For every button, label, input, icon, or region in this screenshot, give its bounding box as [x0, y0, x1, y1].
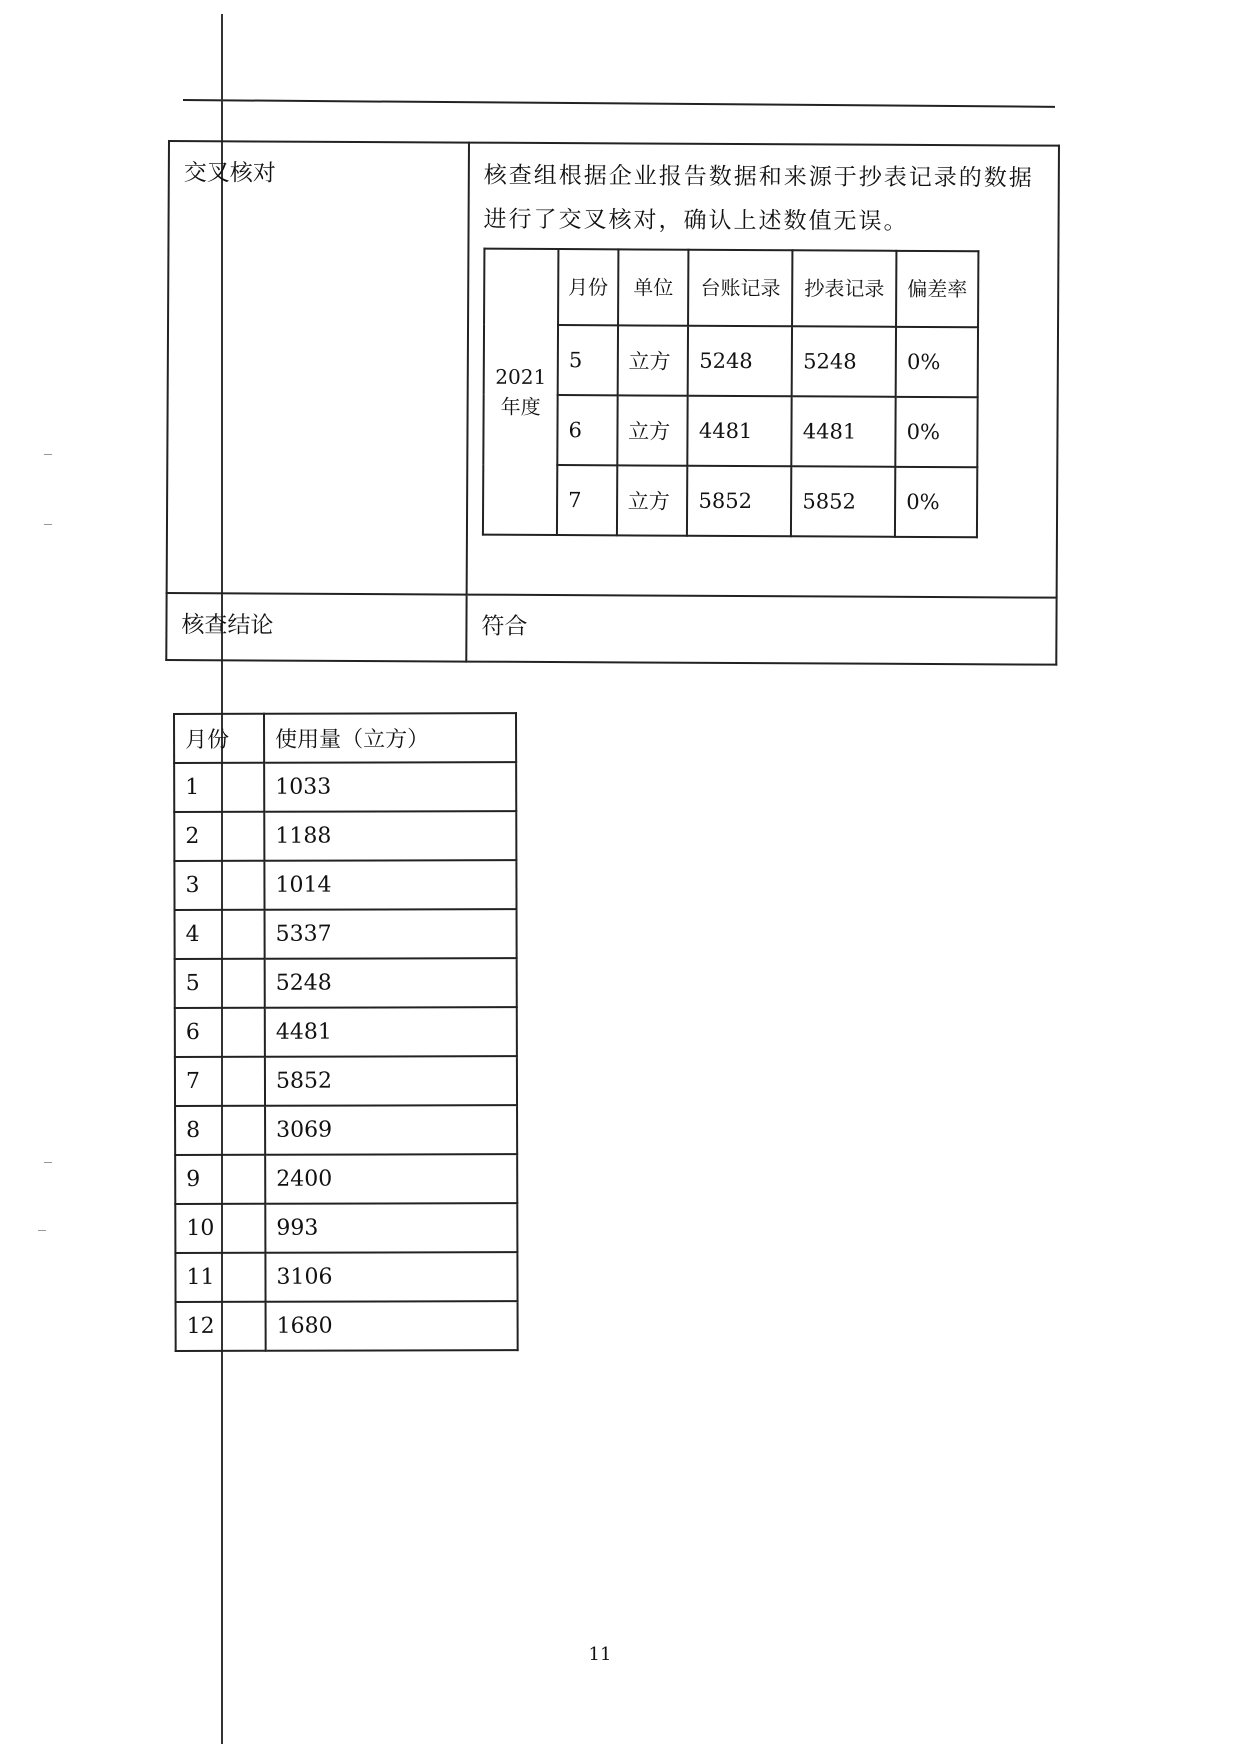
usage-month: 8	[175, 1106, 265, 1155]
table-row	[175, 909, 517, 959]
usage-month: 6	[175, 1008, 265, 1057]
cross-check-label: 交叉核对	[167, 141, 469, 595]
header-rule	[183, 99, 1055, 108]
row-unit: 立方	[617, 325, 688, 395]
row-month: 7	[557, 465, 617, 535]
usage-month: 12	[176, 1302, 266, 1351]
usage-month: 9	[175, 1155, 265, 1204]
usage-month: 10	[175, 1204, 265, 1253]
row-ledger: 5248	[688, 326, 792, 397]
usage-month: 7	[175, 1057, 265, 1106]
conclusion-value: 符合	[466, 595, 1056, 665]
row-month: 6	[557, 395, 617, 465]
year-cell: 2021年度	[483, 249, 558, 535]
cross-check-header-row	[484, 249, 978, 328]
cross-check-text: 核查组根据企业报告数据和来源于抄表记录的数据进行了交叉核对，确认上述数值无误。	[483, 162, 1034, 235]
usage-month: 1	[174, 763, 264, 812]
table-row	[483, 395, 977, 468]
usage-value: 5852	[265, 1056, 517, 1106]
usage-value: 5248	[265, 958, 517, 1008]
table-row	[175, 1252, 517, 1302]
row-meter: 4481	[792, 396, 896, 467]
row-unit: 立方	[617, 395, 688, 465]
usage-header-row	[174, 713, 516, 763]
table-row	[174, 860, 516, 910]
table-row	[484, 325, 978, 398]
header-meter: 抄表记录	[792, 250, 896, 327]
usage-month: 4	[175, 910, 265, 959]
table-row	[174, 811, 516, 861]
usage-month: 2	[174, 812, 264, 861]
margin-mark	[44, 454, 52, 455]
usage-month: 5	[175, 959, 265, 1008]
usage-month: 3	[174, 861, 264, 910]
row-ledger: 4481	[688, 396, 792, 467]
monthly-usage-table	[173, 712, 519, 1352]
row-deviation: 0%	[895, 397, 977, 467]
table-row	[174, 762, 516, 812]
usage-value: 1033	[264, 762, 516, 812]
margin-mark	[44, 1162, 52, 1163]
row-meter: 5852	[791, 466, 895, 537]
cross-check-table	[482, 248, 980, 539]
usage-value: 993	[265, 1203, 517, 1253]
usage-value: 2400	[265, 1154, 517, 1204]
header-month: 月份	[558, 249, 618, 325]
table-row	[175, 1007, 517, 1057]
conclusion-label: 核查结论	[166, 593, 466, 662]
usage-month: 11	[175, 1253, 265, 1302]
usage-header-volume: 使用量（立方）	[264, 713, 516, 763]
cross-check-content	[467, 143, 1059, 598]
conclusion-row	[166, 593, 1056, 665]
table-row	[175, 1105, 517, 1155]
table-row	[176, 1301, 518, 1351]
row-deviation: 0%	[895, 467, 977, 537]
row-meter: 5248	[792, 326, 896, 397]
page-number: 11	[588, 1644, 612, 1665]
margin-mark	[38, 1230, 46, 1231]
table-row	[175, 958, 517, 1008]
row-ledger: 5852	[687, 466, 791, 537]
usage-value: 3069	[265, 1105, 517, 1155]
row-unit: 立方	[617, 465, 688, 535]
usage-value: 1188	[264, 811, 516, 861]
header-ledger: 台账记录	[688, 250, 792, 327]
header-deviation: 偏差率	[896, 251, 978, 327]
margin-mark	[44, 524, 52, 525]
usage-value: 5337	[265, 909, 517, 959]
usage-value: 4481	[265, 1007, 517, 1057]
table-row	[175, 1154, 517, 1204]
table-row	[483, 465, 977, 538]
verification-table	[165, 140, 1060, 666]
usage-header-month: 月份	[174, 714, 264, 763]
usage-value: 1680	[266, 1301, 518, 1351]
table-row	[175, 1203, 517, 1253]
table-row	[175, 1056, 517, 1106]
usage-value: 1014	[264, 860, 516, 910]
cross-check-row	[167, 141, 1059, 598]
row-deviation: 0%	[896, 327, 978, 397]
row-month: 5	[558, 325, 618, 395]
usage-value: 3106	[265, 1252, 517, 1302]
header-unit: 单位	[618, 249, 689, 325]
